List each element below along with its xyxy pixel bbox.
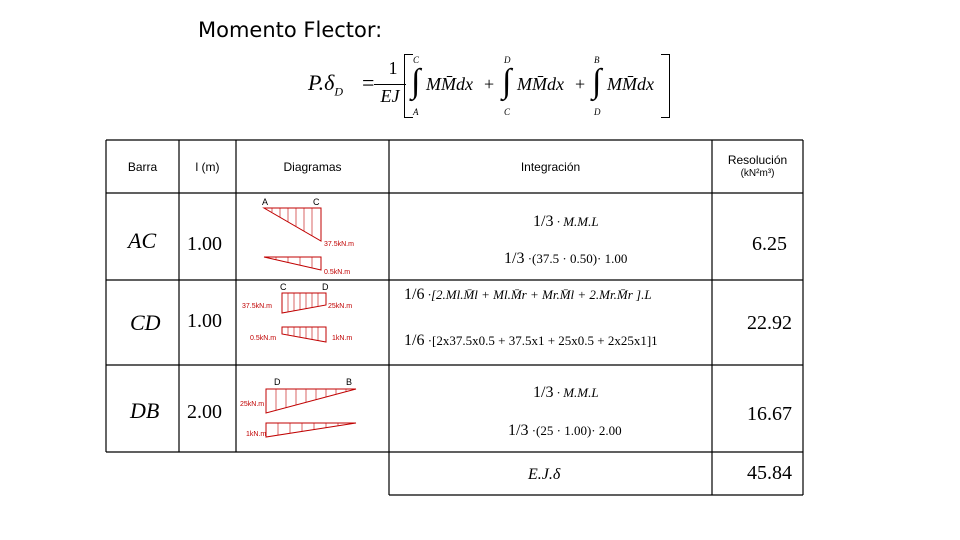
row-db-result: 16.67 [747,403,792,425]
header-diagramas: Diagramas [283,160,342,174]
header-integracion: Integración [520,160,581,174]
row-db-diagram [236,365,389,452]
term3-integrand: MM̄dx [607,74,654,94]
diagram-point-d: D [274,377,281,387]
row-ac-result: 6.25 [752,233,787,255]
header-l: l (m) [195,160,220,174]
header-barra: Barra [127,160,158,174]
term1-lower: A [413,107,419,117]
page-title: Momento Flector: [198,18,383,42]
row-ac-diagram [236,193,389,280]
term3-upper: B [594,55,600,65]
fraction: 1/3 [533,384,554,401]
integral-expression: ·[2x37.5x0.5 + 37.5x1 + 25x0.5 + 2x25x1]1 [427,333,658,348]
formula-frac-den: EJ [380,86,400,106]
row-db-integral-values [508,422,622,440]
row-cd-integral-values [404,332,658,350]
diagram-label: 1kN.m [246,431,267,438]
row-db-length: 2.00 [187,401,222,423]
header-resolucion-unit: (kN²m³) [740,168,775,179]
fraction: 1/3 [508,422,529,439]
plus-sign: + [484,74,495,94]
integral-expression: · M.M.L [556,385,599,400]
row-ac-barra: AC [128,228,157,253]
row-cd-diagram [236,280,389,365]
diagram-point-c: C [280,282,287,292]
integral-expression: ·(37.5 · 0.50)· 1.00 [527,251,628,266]
row-ac-integral-values [504,250,627,268]
diagram-point-b: B [346,377,353,387]
term3-lower: D [594,107,601,117]
term2-upper: D [504,55,511,65]
integral-expression: · M.M.L [556,214,599,229]
term1-upper: C [413,55,420,65]
formula-equals: = [362,70,375,95]
row-db-integral-general [533,384,599,402]
moment-diagram-db [236,365,389,452]
row-db-barra: DB [130,398,160,423]
total-value: 45.84 [747,462,792,484]
diagram-point-a: A [262,197,269,207]
formula-lhs-sub: D [334,84,344,99]
term2-integrand: MM̄dx [517,74,564,94]
fraction: 1/3 [533,213,554,230]
integral-expression: ·(25 · 1.00)· 2.00 [531,423,622,438]
diagram-label: 25kN.m [240,401,265,408]
row-cd-integral-general [404,286,652,304]
integral-sign: ∫ [592,63,602,100]
integral-sign: ∫ [502,63,512,100]
diagram-label: 0.5kN.m [324,269,351,276]
formula-lhs-text: P.δ [308,70,335,95]
diagram-label: 37.5kN.m [242,303,272,310]
diagram-label: 25kN.m [328,303,353,310]
fraction: 1/6 [404,332,425,349]
moment-diagram-cd [236,280,389,365]
integral-expression: ·[2.Ml.M̄l + Ml.M̄r + Mr.M̄l + 2.Mr.M̄r ].L [427,287,652,302]
moment-diagram-ac [236,193,389,280]
diagram-label: 37.5kN.m [324,241,354,248]
fraction: 1/6 [404,286,425,303]
diagram-point-d: D [322,282,329,292]
row-cd-length: 1.00 [187,310,222,332]
diagram-point-c: C [313,197,320,207]
term1-integrand: MM̄dx [426,74,473,94]
term2-lower: C [504,107,511,117]
diagram-label: 1kN.m [332,335,353,342]
total-label: E.J.δ [528,466,561,483]
fraction: 1/3 [504,250,525,267]
row-ac-integral-general [533,213,599,231]
row-ac-length: 1.00 [187,233,222,255]
row-cd-result: 22.92 [747,312,792,334]
diagram-label: 0.5kN.m [250,335,277,342]
header-resolucion: Resolución [727,153,788,167]
plus-sign: + [575,74,586,94]
row-cd-barra: CD [130,310,161,335]
integral-sign: ∫ [411,63,421,100]
formula-frac-num: 1 [388,58,398,78]
